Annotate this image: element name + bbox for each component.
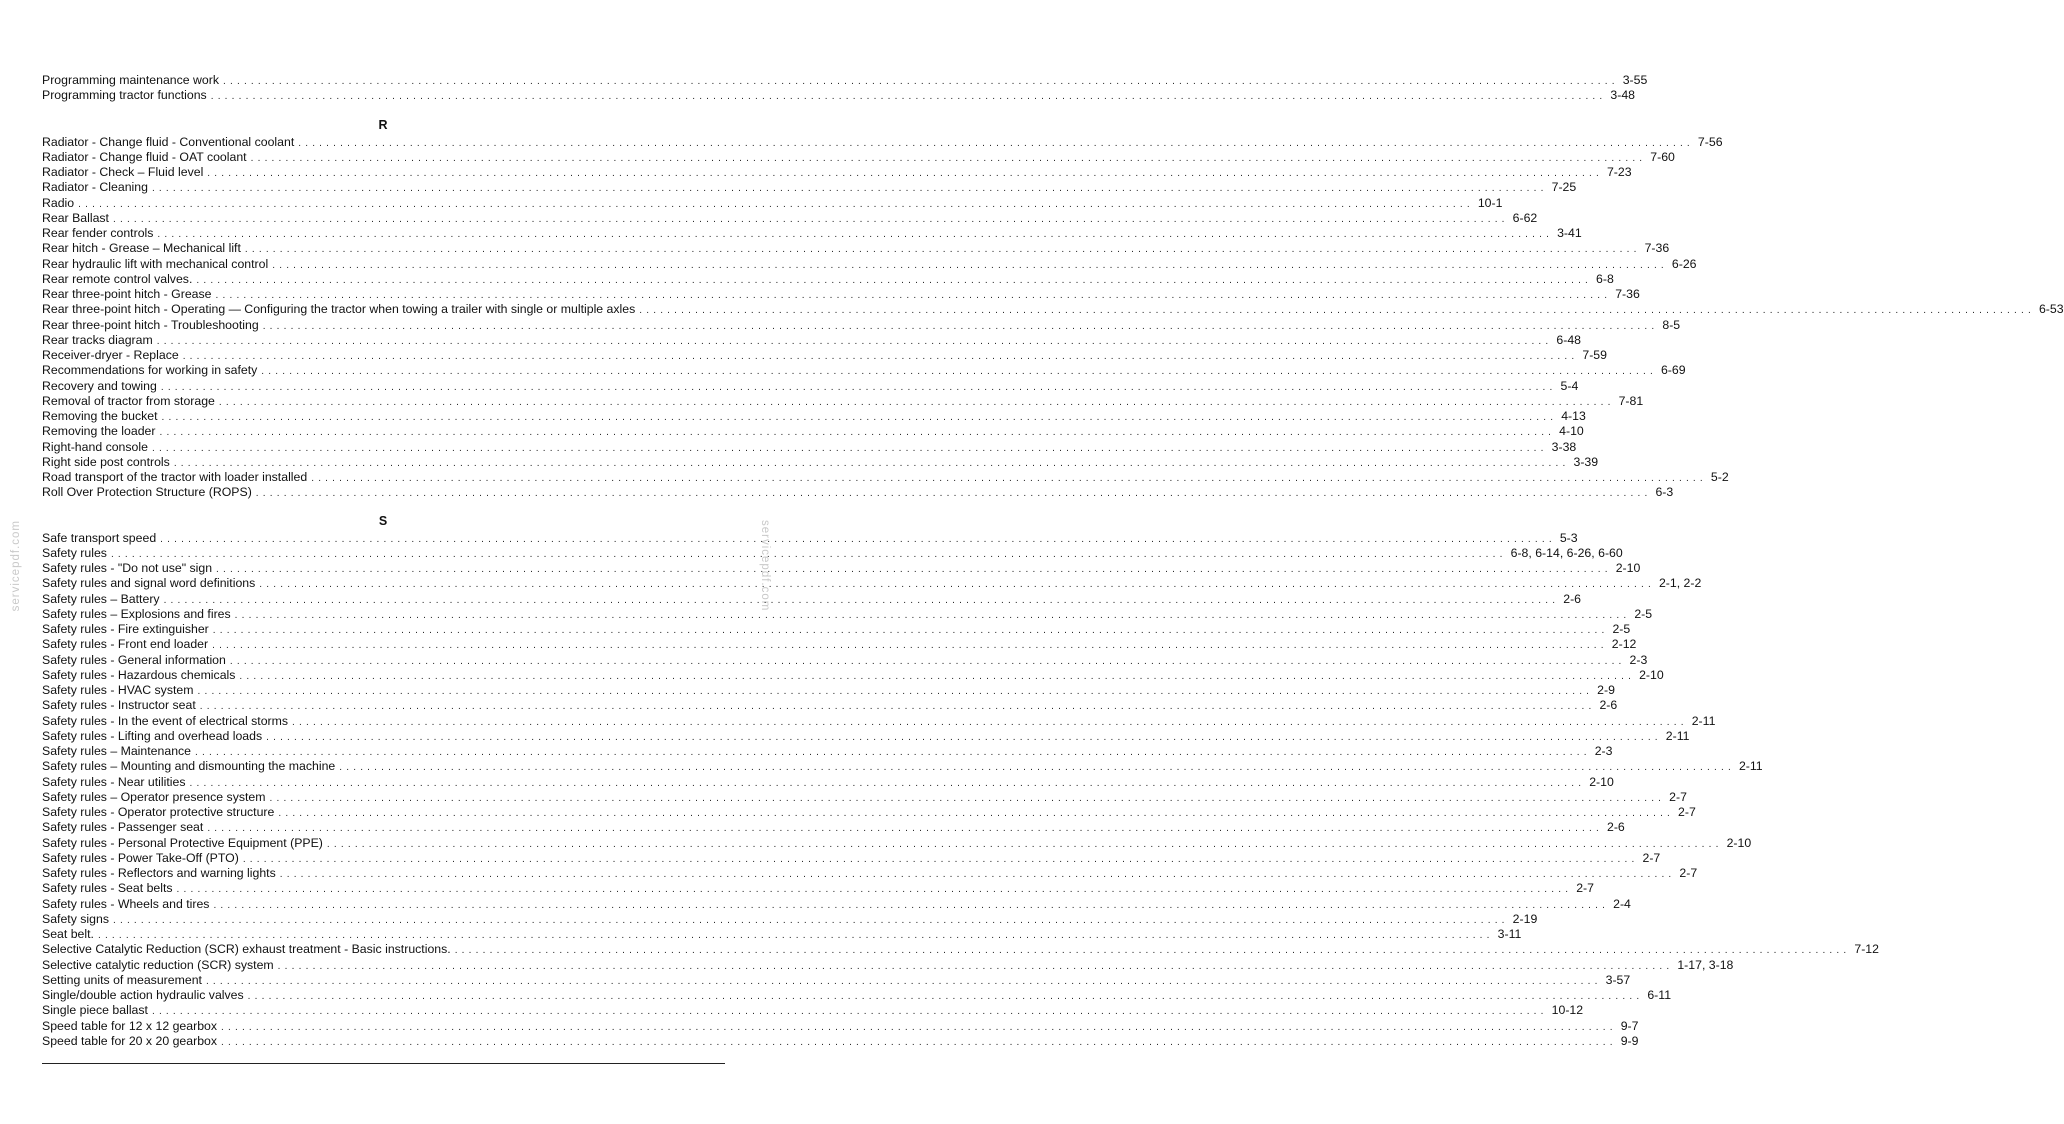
index-entry-label: Right-hand console [42,439,148,454]
index-entry-page: 7-36 [1644,241,1670,256]
index-entry-page: 5-2 [1710,470,1729,484]
dot-leader: ........................................................................................................................................................................................................ [277,960,1674,972]
index-entry-label: Safety rules [42,545,107,560]
dot-leader: ........................................................................................................................................................................................................ [218,396,1615,408]
index-entry-label: Safety rules and signal word definitions [42,576,256,591]
dot-leader: ........................................................................................................................................................................................................ [163,594,1560,606]
index-entry [42,881,1594,896]
index-entry-page: 2-9 [1597,683,1615,697]
dot-leader: ........................................................................................................................................................................................................ [234,609,1631,621]
dot-leader: ........................................................................................................................................................................................................ [311,473,1707,484]
index-entry-page: 2-19 [1512,911,1538,926]
dot-leader: ........................................................................................................................................................................................................ [176,884,1573,896]
index-entry [42,988,1672,1003]
index-entry-label: Safety rules – Maintenance [42,744,192,758]
dot-leader: ........................................................................................................................................................................................................ [639,305,2035,317]
index-entry-label: Safety signs [42,911,109,926]
index-entry-label: Safety rules - Lifting and overhead loads [42,728,263,743]
dot-leader: ........................................................................................................................................................................................................ [156,335,1553,347]
index-entry-page: 2-10 [1726,835,1752,850]
dot-leader: ........................................................................................................................................................................................................ [223,76,1619,87]
index-entry [42,424,1584,439]
dot-leader: ........................................................................................................................................................................................................ [216,564,1612,575]
index-entry-label: Speed table for 12 x 12 gearbox [42,1018,218,1033]
dot-leader: ........................................................................................................................................................................................................ [199,701,1596,713]
index-entry [42,972,1631,988]
index-entry-label: Safety rules - General information [42,652,226,667]
index-entry [42,454,1599,470]
dot-leader: ........................................................................................................................................................................................................ [215,290,1612,301]
dot-leader: ........................................................................................................................................................................................................ [339,762,1735,774]
index-entry [42,149,1675,165]
index-entry-label: Radiator - Check – Fluid level [42,165,204,179]
dot-leader: ........................................................................................................................................................................................................ [221,1036,1617,1048]
dot-leader: ........................................................................................................................................................................................................ [151,442,1548,454]
index-entry [42,698,1618,713]
index-entry [42,637,1637,652]
index-entry [42,545,1623,561]
index-entry [42,774,1614,790]
index-entry [42,927,1522,942]
dot-leader: ........................................................................................................................................................................................................ [151,183,1548,195]
dot-leader: ........................................................................................................................................................................................................ [189,777,1586,789]
index-entry-label: Safety rules - In the event of electrical storms [42,713,289,728]
index-entry [42,805,1696,820]
index-entry-label: Safety rules - Front end loader [42,637,209,652]
index-entry-page: 7-60 [1650,149,1675,164]
dot-leader: ........................................................................................................................................................................................................ [78,198,1474,210]
index-entry-page: 2-3 [1629,652,1648,667]
index-entry-label: Selective Catalytic Reduction (SCR) exhaust treatment - Basic instructions. [42,942,451,957]
index-entry-page: 6-48 [1556,332,1582,347]
index-entry-page: 7-23 [1606,165,1632,179]
dot-leader: ........................................................................................................................................................................................................ [110,548,1507,560]
index-entry-label: Safety rules - Seat belts [42,881,173,896]
index-entry-page: 4-13 [1561,409,1586,423]
dot-leader: ........................................................................................................................................................................................................ [278,808,1675,819]
index-entry-label: Safety rules - Reflectors and warning lights [42,866,276,880]
dot-leader: ........................................................................................................................................................................................................ [272,259,1668,271]
index-entry-label: Radio [42,195,75,210]
index-entry-label: Radiator - Change fluid - OAT coolant [42,149,247,164]
index-entry-label: Rear remote control valves. [42,271,193,286]
dot-leader: ........................................................................................................................................................................................................ [160,381,1557,393]
index-entry-page: 7-81 [1618,393,1644,408]
index-entry-label: Safety rules - "Do not use" sign [42,561,213,575]
index-entry [42,896,1631,912]
index-entry [42,348,1607,363]
index-entry-page: 2-3 [1594,744,1613,758]
index-entry-label: Road transport of the tractor with loader installed [42,470,308,484]
index-entry [42,576,1702,591]
dot-leader: ........................................................................................................................................................................................................ [182,351,1579,362]
index-entry-label: Rear hydraulic lift with mechanical control [42,256,269,271]
dot-leader: ........................................................................................................................................................................................................ [157,229,1554,240]
index-entry-label: Rear three-point hitch - Troubleshooting [42,317,259,332]
index-entry-label: Safety rules - Instructor seat [42,698,196,713]
index-entry-label: Seat belt. [42,927,94,941]
index-entry-label: Programming tractor functions [42,88,207,103]
index-entry-page: 2-7 [1679,866,1698,880]
index-entry-label: Roll Over Protection Structure (ROPS) [42,485,252,500]
dot-leader: ........................................................................................................................................................................................................ [195,747,1591,758]
index-entry-label: Removal of tractor from storage [42,393,215,408]
index-entry-page: 10-1 [1477,195,1503,210]
index-entry [42,713,1716,729]
index-entry-page: 9-9 [1620,1033,1639,1048]
index-entry-label: Safety rules – Operator presence system [42,789,266,804]
index-list-top [42,73,1648,104]
index-entry-label: Setting units of measurement [42,972,202,987]
index-entry [42,622,1631,637]
index-entry [42,911,1538,927]
index-entry-page: 6-69 [1660,363,1686,378]
dot-leader: ........................................................................................................................................................................................................ [113,914,1509,926]
index-entry-label: Radiator - Cleaning [42,180,148,195]
index-entry-label: Rear three-point hitch - Operating — Configuring the tractor when towing a trailer with single or multiple axles [42,302,636,317]
index-entry-page: 2-11 [1665,728,1690,743]
index-entry [42,363,1686,378]
dot-leader: ........................................................................................................................................................................................................ [262,320,1659,332]
index-entry-label: Receiver-dryer - Replace [42,348,179,362]
dot-leader: ........................................................................................................................................................................................................ [292,716,1688,728]
index-entry [42,820,1625,835]
index-entry-label: Safety rules – Battery [42,591,160,606]
index-entry [42,195,1503,211]
index-entry [42,835,1752,851]
dot-leader: ........................................................................................................................................................................................................ [326,838,1723,850]
index-entry-page: 2-7 [1678,805,1696,819]
dot-leader: ........................................................................................................................................................................................................ [239,670,1636,682]
index-entry-label: Safety rules - Passenger seat [42,820,204,835]
dot-leader: ........................................................................................................................................................................................................ [266,731,1662,743]
index-entry-label: Safety rules - Near utilities [42,774,186,789]
index-entry-label: Rear Ballast [42,210,109,225]
dot-leader: ........................................................................................................................................................................................................ [197,686,1594,697]
index-entry-page: 6-62 [1512,210,1538,225]
index-entry [42,393,1644,409]
dot-leader: ........................................................................................................................................................................................................ [212,640,1608,652]
index-entry [42,409,1586,424]
dot-leader: ........................................................................................................................................................................................................ [97,930,1494,941]
index-entry [42,591,1582,607]
index-entry-page: 2-7 [1576,881,1594,896]
index-entry [42,470,1729,485]
index-entry-page: 5-4 [1560,378,1579,393]
index-entry [42,226,1582,241]
dot-leader: ........................................................................................................................................................................................................ [159,427,1556,439]
index-entry [42,652,1648,668]
index-entry-page: 2-4 [1613,896,1631,911]
index-entry-page: 2-7 [1669,789,1687,804]
index-entry [42,942,1879,957]
dot-leader: ........................................................................................................................................................................................................ [196,274,1593,286]
index-entry-page: 2-1, 2-2 [1658,576,1702,591]
index-entry [42,317,1681,333]
index-entry [42,744,1613,759]
index-entry [42,606,1653,622]
dot-leader: ........................................................................................................................................................................................................ [454,945,1851,957]
index-entry [42,850,1661,866]
index-entry-page: 3-39 [1573,454,1599,469]
index-entry-label: Right side post controls [42,454,170,469]
index-entry-label: Single piece ballast [42,1003,148,1018]
index-entry-label: Safety rules - Fire extinguisher [42,622,209,636]
index-list-r [42,134,2064,501]
index-entry-label: Radiator - Change fluid - Conventional coolant [42,134,295,149]
index-entry-label: Safety rules - Wheels and tires [42,896,210,911]
index-entry-label: Safety rules - Hazardous chemicals [42,667,236,682]
index-entry-page: 3-57 [1605,972,1631,987]
index-entry-label: Removing the bucket [42,409,158,423]
index-entry [42,210,1538,226]
index-entry-page: 9-7 [1620,1018,1639,1033]
dot-leader: ........................................................................................................................................................................................................ [229,655,1626,667]
index-entry-label: Recovery and towing [42,378,157,393]
dot-leader: ........................................................................................................................................................................................................ [261,366,1657,378]
index-entry-label: Rear fender controls [42,226,154,240]
dot-leader: ........................................................................................................................................................................................................ [207,168,1603,179]
dot-leader: ........................................................................................................................................................................................................ [269,792,1666,804]
index-entry-label: Safety rules - Power Take-Off (PTO) [42,850,239,865]
dot-leader: ........................................................................................................................................................................................................ [112,213,1509,225]
dot-leader: ........................................................................................................................................................................................................ [250,152,1647,164]
index-entry-label: Safety rules – Explosions and fires [42,606,231,621]
dot-leader: ........................................................................................................................................................................................................ [279,869,1676,880]
index-entry [42,485,1674,500]
index-entry-page: 6-8, 6-14, 6-26, 6-60 [1510,545,1623,560]
index-entry-label: Single/double action hydraulic valves [42,988,244,1002]
watermark-right: servicepdf.com [759,520,771,612]
index-entry-label: Rear three-point hitch - Grease [42,287,212,301]
dot-leader: ........................................................................................................................................................................................................ [255,488,1652,500]
index-entry-page: 6-53 [2038,302,2064,317]
index-entry-page: 8-5 [1662,317,1681,332]
index-entry [42,530,1578,546]
index-entry-page: 2-5 [1634,606,1653,621]
index-entry-label: Selective catalytic reduction (SCR) system [42,957,274,972]
index-entry-label: Speed table for 20 x 20 gearbox [42,1033,218,1048]
index-entry [42,165,1632,180]
index-entry-label: Rear tracks diagram [42,332,153,347]
index-entry-page: 4-10 [1559,424,1584,439]
index-entry-page: 7-36 [1615,287,1640,301]
section-letter-s: S [378,513,388,528]
watermark-left: servicepdf.com [10,520,22,612]
dot-leader: ........................................................................................................................................................................................................ [207,823,1603,835]
index-entry [42,180,1577,195]
index-entry [42,1003,1584,1018]
index-entry [42,88,1636,103]
index-entry-page: 6-8 [1596,271,1614,286]
dot-leader: ........................................................................................................................................................................................................ [161,412,1558,423]
index-entry-page: 2-12 [1611,637,1637,652]
index-entry [42,759,1763,774]
index-entry-page: 6-3 [1655,485,1674,500]
footer-rule [42,1063,725,1064]
index-entry-label: Safety rules – Mounting and dismounting the machine [42,759,336,774]
index-entry-page: 7-56 [1697,134,1723,149]
index-entry-label: Safe transport speed [42,530,157,545]
index-entry [42,957,1734,973]
index-entry-page: 2-5 [1612,622,1631,636]
index-entry [42,561,1641,576]
dot-leader: ........................................................................................................................................................................................................ [244,244,1641,256]
dot-leader: ........................................................................................................................................................................................................ [205,975,1602,987]
index-entry-page: 6-11 [1647,988,1672,1002]
index-entry-page: 1-17, 3-18 [1677,957,1734,972]
dot-leader: ........................................................................................................................................................................................................ [247,991,1644,1002]
index-entry-page: 2-11 [1738,759,1763,774]
index-entry [42,241,1670,256]
index-entry-page: 2-10 [1589,774,1614,789]
index-entry-page: 3-41 [1557,226,1582,240]
index-entry-label: Removing the loader [42,424,156,439]
index-entry [42,667,1664,683]
index-entry-page: 3-11 [1497,927,1522,941]
index-entry-page: 7-59 [1582,348,1607,362]
dot-leader: ........................................................................................................................................................................................................ [213,899,1610,911]
index-entry [42,302,2064,317]
index-entry [42,439,1577,455]
dot-leader: ........................................................................................................................................................................................................ [151,1006,1548,1018]
dot-leader: ........................................................................................................................................................................................................ [242,853,1639,865]
index-entry-page: 7-25 [1551,180,1577,195]
index-entry [42,866,1698,881]
index-entry-page: 2-6 [1606,820,1625,835]
index-entry-page: 2-7 [1642,850,1661,865]
index-entry [42,73,1648,88]
dot-leader: ........................................................................................................................................................................................................ [298,137,1694,149]
index-entry-page: 3-55 [1622,73,1648,87]
section-letter-r: R [378,117,388,132]
index-entry [42,287,1640,302]
index-entry [42,1018,1639,1034]
dot-leader: ........................................................................................................................................................................................................ [221,1021,1617,1033]
index-entry [42,789,1687,805]
index-entry [42,256,1697,272]
index-entry-label: Programming maintenance work [42,73,220,87]
index-entry [42,271,1614,287]
index-entry-page: 6-26 [1671,256,1697,271]
index-entry-page: 2-6 [1599,698,1618,713]
dot-leader: ........................................................................................................................................................................................................ [173,457,1570,469]
index-entry [42,728,1690,744]
index-entry-page: 2-11 [1691,713,1716,728]
index-entry-page: 3-48 [1610,88,1636,103]
index-entry-page: 2-10 [1639,667,1664,682]
dot-leader: ........................................................................................................................................................................................................ [212,625,1609,636]
index-entry-page: 10-12 [1551,1003,1584,1018]
dot-leader: ........................................................................................................................................................................................................ [259,579,1655,591]
index-entry [42,378,1579,394]
index-entry-page: 7-12 [1854,942,1879,957]
index-entry-page: 2-6 [1563,591,1582,606]
index-entry-label: Safety rules - Operator protective structure [42,805,275,819]
index-entry-label: Safety rules - Personal Protective Equipment (PPE) [42,835,323,850]
index-entry-page: 2-10 [1615,561,1641,575]
index-entry-page: 5-3 [1559,530,1578,545]
index-entry [42,1033,1639,1049]
index-entry [42,332,1582,348]
index-entry-label: Recommendations for working in safety [42,363,258,378]
index-entry-label: Safety rules - HVAC system [42,683,194,697]
index-entry [42,134,1723,150]
index-entry-label: Rear hitch - Grease – Mechanical lift [42,241,241,256]
index-entry-page: 3-38 [1551,439,1577,454]
dot-leader: ........................................................................................................................................................................................................ [160,533,1556,545]
dot-leader: ........................................................................................................................................................................................................ [210,91,1607,103]
index-entry [42,683,1615,698]
